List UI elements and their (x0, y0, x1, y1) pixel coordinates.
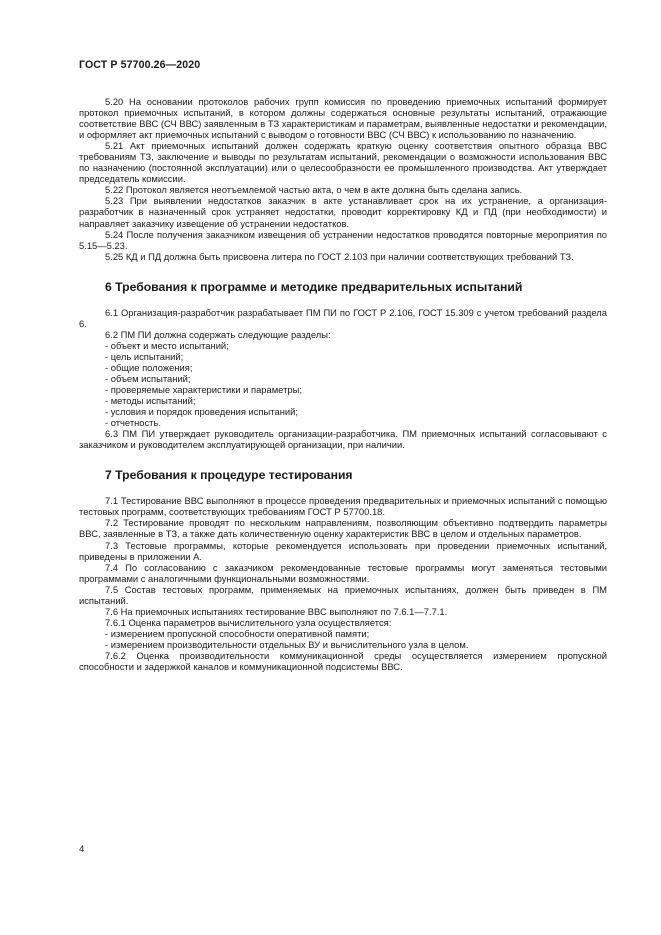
clause-7-4: 7.4 По согласованию с заказчиком рекомендованные тестовые программы могут заменяться тестовыми программами с аналогичными функциональными возможностями. (79, 561, 607, 584)
clause-7-6-2: 7.6.2 Оценка производительности коммуникационной среды осуществляется измерением пропускной способности и задержкой каналов и коммуникационной подсистемы ВВС. (79, 649, 607, 673)
list-item: - измерением пропускной способности оперативной памяти; (105, 627, 370, 639)
clause-7-1: 7.1 Тестирование ВВС выполняют в процессе проведения предварительных и приемочных испытаний с помощью тестовых программ, соответствующих требованиям ГОСТ Р 57700.18. (79, 495, 607, 518)
list-item: - общие положения; (105, 361, 193, 373)
list-item: - объект и место испытаний; (105, 339, 229, 351)
clause-5-20: 5.20 На основании протоколов рабочих групп комиссия по проведению приемочных испытаний формирует протокол приемочных испытаний, в котором должны содержаться основные результаты испытаний, отражающие соответствие ВВС (СЧ ВВС) заявленным в ТЗ характеристикам и параметрам, выявленные недостатки и рекомендации, и оформляет акт приемочных испытаний с выводом о готовности ВВС (СЧ ВВС) к использованию по назначению. (79, 96, 607, 141)
page-number: 4 (79, 844, 85, 855)
list-item: - условия и порядок проведения испытаний; (105, 406, 298, 418)
clause-7-5: 7.5 Состав тестовых программ, применяемых на приемочных испытаниях, должен быть приведен в ПМ испытаний. (79, 583, 607, 606)
clause-7-2: 7.2 Тестирование проводят по нескольким направлениям, позволяющим объективно подтвердить параметры ВВС, заявленные в ТЗ, а также дать количественную оценку характеристик ВВС в целом и отдельных параметров. (79, 517, 607, 540)
clause-7-6: 7.6 На приемочных испытаниях тестирование ВВС выполняют по 7.6.1—7.7.1. (105, 605, 448, 617)
clause-6-1: 6.1 Организация-разработчик разрабатывает ПМ ПИ по ГОСТ Р 2.106, ГОСТ 15.309 с учетом требований раздела 6. (79, 306, 607, 329)
list-item: - проверяемые характеристики и параметры; (105, 384, 302, 396)
list-item: - отчетность. (105, 417, 161, 429)
list-item: - цель испытаний; (105, 350, 184, 362)
clause-6-3: 6.3 ПМ ПИ утверждает руководитель организации-разработчика. ПМ приемочных испытаний согласовывают с заказчиком и руководителем эксплуатирующей организации, при наличии. (79, 428, 607, 451)
section-6-heading: 6 Требования к программе и методике предварительных испытаний (105, 279, 523, 294)
clause-5-23: 5.23 При выявлении недостатков заказчик в акте устанавливает срок на их устранение, а организация-разработчик в назначенный срок устраняет недостатки, проводит корректировку КД и ПД (при необходимости) и направляет заказчику извещение об устранении недостатков. (79, 195, 607, 229)
page-body (79, 96, 607, 672)
list-item: - измерением производительности отдельных ВУ и вычислительного узла в целом. (105, 638, 469, 650)
clause-5-24: 5.24 После получения заказчиком извещения об устранении недостатков проводятся повторные мероприятия по 5.15—5.23. (79, 228, 607, 251)
clause-7-6-1: 7.6.1 Оценка параметров вычислительного узла осуществляется: (105, 616, 392, 628)
section-7-heading: 7 Требования к процедуре тестирования (105, 468, 353, 483)
clause-6-2: 6.2 ПМ ПИ должна содержать следующие разделы: (105, 328, 331, 340)
document-code: ГОСТ Р 57700.26—2020 (79, 59, 201, 71)
list-item: - методы испытаний; (105, 395, 196, 407)
clause-5-25: 5.25 КД и ПД должна быть присвоена литера по ГОСТ 2.103 при наличии соответствующих требований ТЗ. (105, 250, 574, 262)
clause-5-21: 5.21 Акт приемочных испытаний должен содержать краткую оценку соответствия опытного образца ВВС требованиям ТЗ, заключение и выводы по результатам испытаний, рекомендации о возможности использования ВВС по назначению (постоянной эксплуатации) или о целесообразности ее промышленного производства. Акт утверждает председатель комиссии. (79, 140, 607, 185)
list-item: - объем испытаний; (105, 372, 191, 384)
clause-7-3: 7.3 Тестовые программы, которые рекомендуется использовать при проведении приемочных испытаний, приведены в приложении А. (79, 539, 607, 562)
clause-5-22: 5.22 Протокол является неотъемлемой частью акта, о чем в акте должна быть сделана запись. (105, 184, 523, 196)
